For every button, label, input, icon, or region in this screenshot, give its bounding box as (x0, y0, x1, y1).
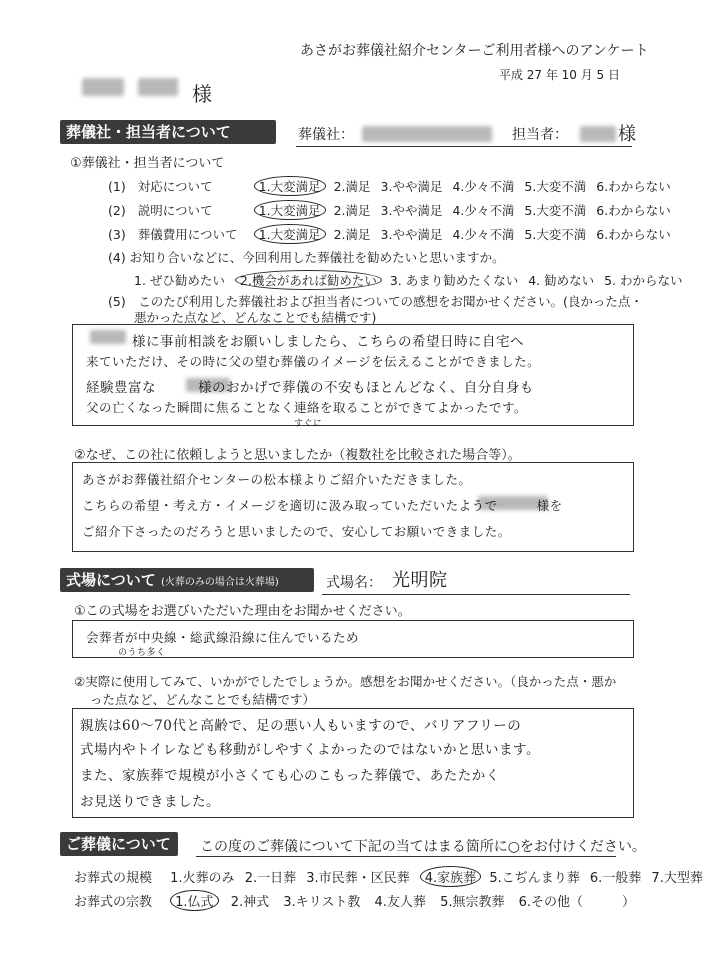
option[interactable]: 2.一日葬 (244, 871, 297, 886)
option[interactable]: 6.その他（ ） (518, 895, 636, 910)
redacted-given-name (138, 78, 178, 96)
section-heading-funeral: ご葬儀について (60, 832, 178, 856)
option-selected[interactable]: 2.機会があれば勧めたい (235, 270, 382, 290)
answer-line: あさがお葬儀社紹介センターの松本様よりご紹介いただきました。 (82, 472, 472, 487)
option[interactable]: 6.わからない (596, 179, 671, 194)
answer-insert-note: すぐに (294, 419, 323, 429)
section-heading-venue (60, 568, 314, 592)
survey-date: 平成 27 年 10 月 5 日 (498, 68, 620, 82)
option[interactable]: 5.大変不満 (524, 227, 587, 242)
row-label: お葬式の宗教 (74, 895, 153, 910)
option[interactable]: 3.やや満足 (380, 179, 443, 194)
funeral-scale-row (74, 866, 709, 887)
option[interactable]: 2.満足 (333, 179, 371, 194)
option[interactable]: 1.火葬のみ (170, 871, 235, 886)
option[interactable]: 4.少々不満 (452, 203, 515, 218)
section-heading-funeral-company: 葬儀社・担当者について (60, 120, 276, 144)
option-selected[interactable]: 1.大変満足 (254, 176, 326, 196)
staff-label: 担当者： (512, 127, 568, 143)
option[interactable]: 2.満足 (333, 203, 371, 218)
option-selected[interactable]: 1.大変満足 (254, 224, 326, 244)
answer-line: 父の亡くなった瞬間に焦ることなく連絡を取ることができてよかったです。 (86, 400, 528, 415)
option[interactable]: 3.市民葬・区民葬 (306, 871, 410, 886)
venue-label: 式場名： (326, 575, 382, 591)
answer-line: また、家族葬で規模が小さくても心のこもった葬儀で、あたたかく (80, 768, 500, 784)
section-underline (322, 594, 630, 595)
answer-line: 経験豊富な 様のおかげで葬儀の不安もほとんどなく、自分自身も (86, 380, 534, 396)
answer-line: お見送りできました。 (80, 794, 220, 810)
venue-q2-line2: った点など、どんなことでも結構です） (90, 692, 316, 707)
section-underline (296, 146, 632, 147)
option[interactable]: 5.こぢんまり葬 (489, 871, 580, 886)
q4-text: (4) お知り合いなどに、今回利用した葬儀社を勧めたいと思いますか。 (108, 250, 505, 265)
row-num: (1) (108, 179, 126, 194)
option[interactable]: 5.大変不満 (524, 203, 587, 218)
option[interactable]: 3.やや満足 (380, 203, 443, 218)
option-selected[interactable]: 1.大変満足 (254, 200, 326, 220)
venue-name: 光明院 (392, 570, 448, 591)
q1-title: ①葬儀社・担当者について (70, 156, 225, 171)
redacted-staff-name (580, 126, 616, 142)
funeral-religion-row (74, 890, 641, 911)
row-num: (2) (108, 203, 126, 218)
option[interactable]: 3. あまり勧めたくない (389, 273, 519, 288)
answer-line: 来ていただけ、その時に父の望む葬儀のイメージを伝えることができました。 (86, 354, 541, 369)
customer-honorific: 様 (192, 82, 212, 106)
option[interactable]: 4.少々不満 (452, 227, 515, 242)
answer-line: こちらの希望・考え方・イメージを適切に汲み取っていただいたようで 様を (82, 498, 563, 513)
redacted-company-name (362, 126, 492, 142)
section-underline (196, 856, 616, 857)
venue-heading-text: 式場について (66, 571, 156, 589)
option[interactable]: 6.わからない (596, 227, 671, 242)
option[interactable]: 5.大変不満 (524, 179, 587, 194)
answer-line: ご紹介下さったのだろうと思いましたので、安心してお願いできました。 (82, 524, 511, 539)
option[interactable]: 4.少々不満 (452, 179, 515, 194)
answer-line: 親族は60〜70代と高齢で、足の悪い人もいますので、バリアフリーの (80, 718, 522, 734)
venue-answer: 会葬者が中央線・総武線沿線に住んでいるため (86, 630, 360, 645)
q4-options (134, 270, 689, 290)
option[interactable]: 3.やや満足 (380, 227, 443, 242)
row-label: お葬式の規模 (74, 871, 153, 886)
option[interactable]: 6.一般葬 (589, 871, 642, 886)
survey-title: あさがお葬儀社紹介センターご利用者様へのアンケート (300, 43, 649, 59)
rating-row-explanation (108, 200, 677, 220)
q5-text-line2: 悪かった点など、どんなことでも結構です) (134, 310, 377, 325)
venue-q2-line1: ②実際に使用してみて、いかがでしたでしょうか。感想をお聞かせください。（良かった点・悪か (74, 674, 617, 689)
option[interactable]: 6.わからない (596, 203, 671, 218)
redacted-surname (82, 78, 124, 96)
option[interactable]: 1. ぜひ勧めたい (134, 273, 225, 288)
row-label: 説明について (137, 203, 213, 218)
row-num: (3) (108, 227, 126, 242)
venue-q1-text: ①この式場をお選びいただいた理由をお聞かせください。 (74, 604, 411, 619)
option[interactable]: 5.無宗教葬 (440, 895, 505, 910)
option[interactable]: 3.キリスト教 (283, 895, 361, 910)
answer-line: 式場内やトイレなども移動がしやすくよかったのではないかと思います。 (80, 742, 540, 758)
rating-row-response (108, 176, 677, 196)
option[interactable]: 5. わからない (604, 273, 683, 288)
venue-answer-note: のうち多く (118, 648, 166, 658)
row-label: 対応について (137, 179, 213, 194)
option[interactable]: 4. 勧めない (528, 273, 595, 288)
redacted-staff-name (90, 330, 126, 344)
option[interactable]: 7.大型葬 (651, 871, 703, 886)
row-label: 葬儀費用について (137, 227, 238, 242)
option[interactable]: 2.神式 (230, 895, 270, 910)
rating-row-cost (108, 224, 677, 244)
answer-line: 様に事前相談をお願いしましたら、こちらの希望日時に自宅へ (132, 334, 524, 350)
option[interactable]: 4.友人葬 (374, 895, 426, 910)
venue-heading-note: (火葬のみの場合は火葬場) (160, 577, 279, 588)
funeral-intro: この度のご葬儀について下記の当てはまる箇所に○をお付けください。 (200, 839, 646, 855)
company-label: 葬儀社： (298, 127, 354, 143)
q5-text-line1: (5) このたび利用した葬儀社および担当者についての感想をお聞かせください。(良かった点・ (108, 294, 643, 309)
option-selected[interactable]: 1.仏式 (170, 890, 218, 911)
option[interactable]: 2.満足 (333, 227, 371, 242)
staff-honorific: 様 (618, 124, 636, 145)
option-selected[interactable]: 4.家族葬 (420, 866, 481, 887)
q2-text: ②なぜ、この社に依頼しようと思いましたか（複数社を比較された場合等）。 (74, 448, 521, 463)
